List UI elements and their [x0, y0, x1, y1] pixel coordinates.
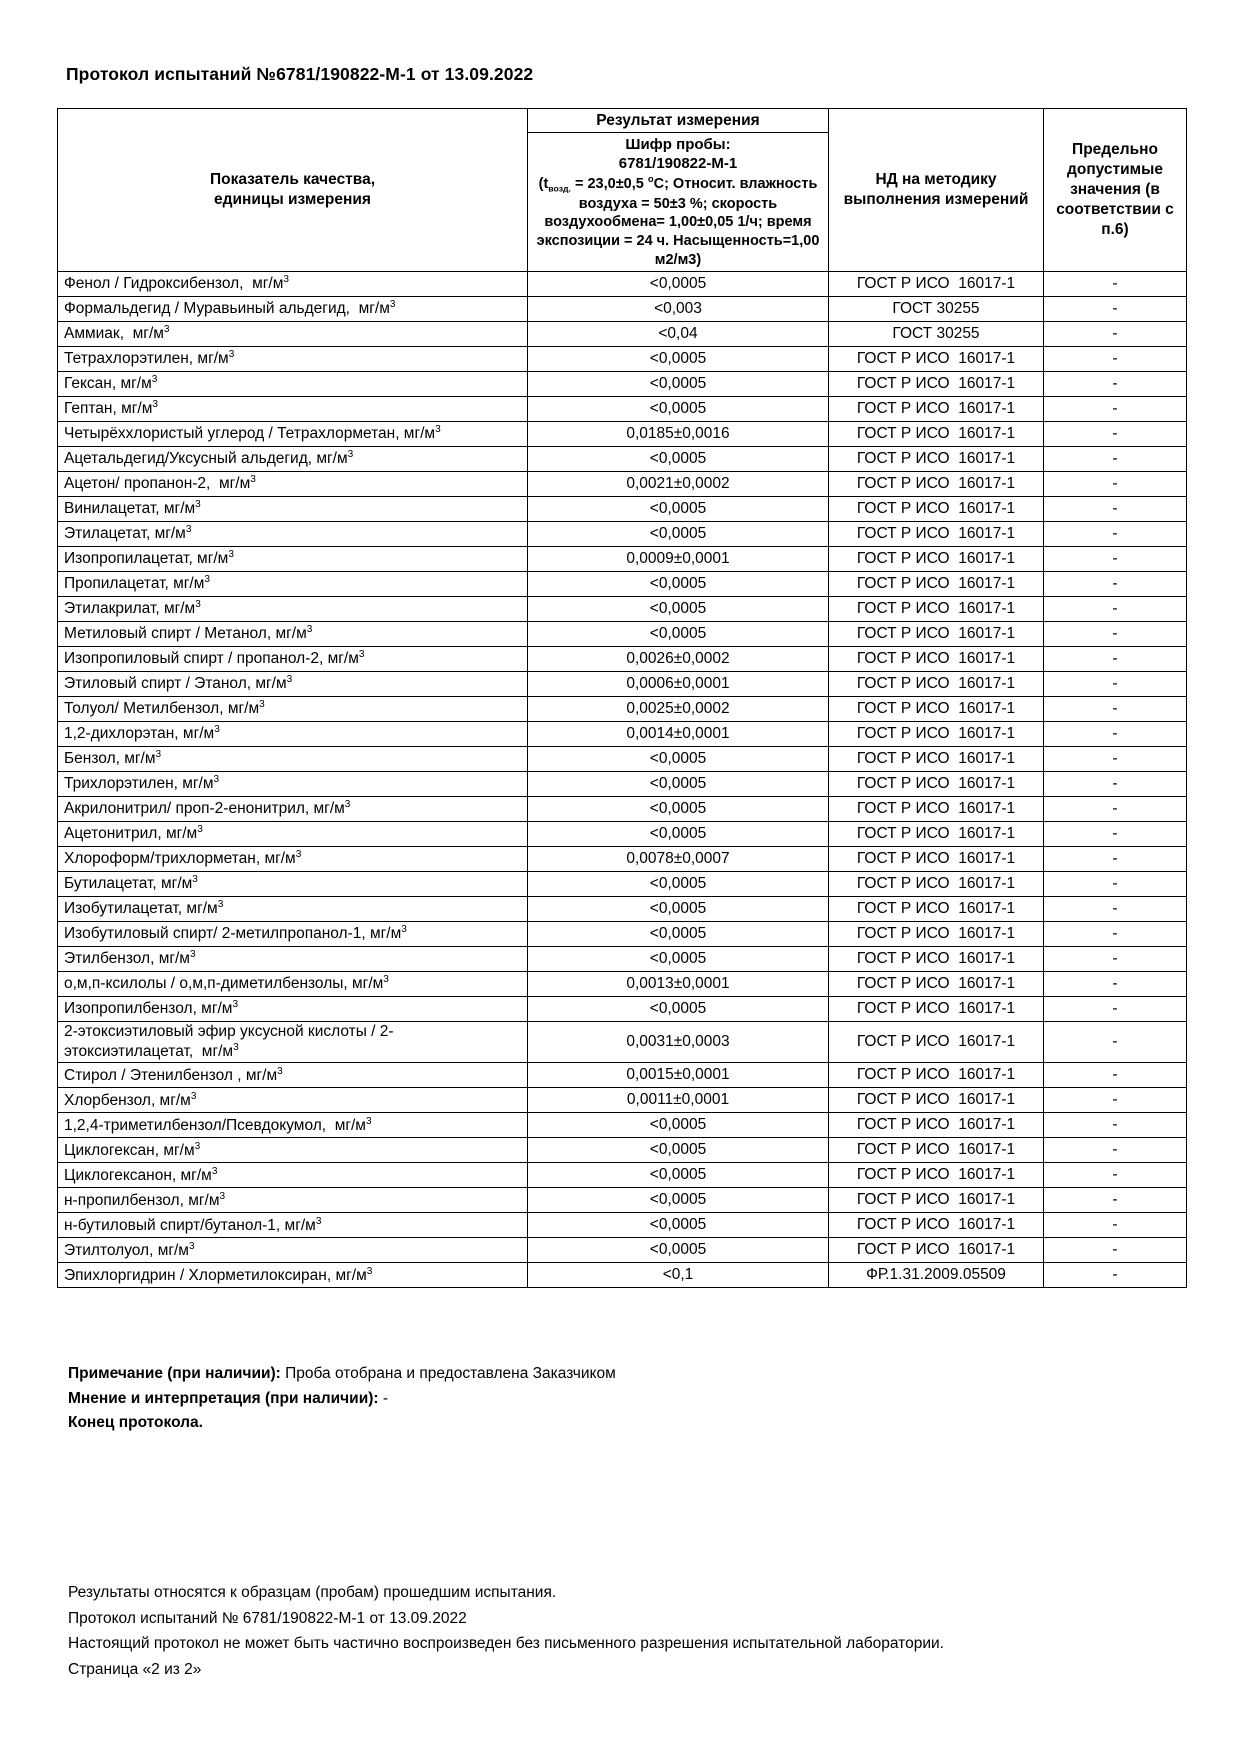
table-row — [58, 847, 1187, 872]
permissible-limit: - — [1044, 647, 1187, 672]
col-header-limit: Предельно допустимые значения (в соответствии с п.6) — [1044, 109, 1187, 272]
table-row — [58, 822, 1187, 847]
permissible-limit: - — [1044, 997, 1187, 1022]
method-standard: ГОСТ Р ИСО 16017-1 — [829, 1238, 1044, 1263]
table-row — [58, 1088, 1187, 1113]
measurement-result: 0,0031±0,0003 — [528, 1022, 829, 1063]
table-row — [58, 1213, 1187, 1238]
permissible-limit: - — [1044, 922, 1187, 947]
measurement-result: <0,0005 — [528, 522, 829, 547]
parameter-name: Четырёххлористый углерод / Тетрахлорметан, $мг/м^3$ — [58, 422, 528, 447]
permissible-limit: - — [1044, 1238, 1187, 1263]
table-row — [58, 872, 1187, 897]
method-standard: ГОСТ Р ИСО 16017-1 — [829, 697, 1044, 722]
parameter-name: Хлорбензол, $мг/м^3$ — [58, 1088, 528, 1113]
col-header-sample-info — [528, 133, 829, 272]
table-row — [58, 722, 1187, 747]
page-title: Протокол испытаний №6781/190822-М-1 от 13.09.2022 — [66, 64, 534, 84]
results-body — [58, 272, 1187, 1288]
method-standard: ГОСТ Р ИСО 16017-1 — [829, 797, 1044, 822]
note-label: Примечание (при наличии): — [68, 1365, 281, 1382]
table-row — [58, 547, 1187, 572]
parameter-name: 1,2-дихлорэтан, $мг/м^3$ — [58, 722, 528, 747]
method-standard: ГОСТ Р ИСО 16017-1 — [829, 422, 1044, 447]
permissible-limit: - — [1044, 672, 1187, 697]
note-line — [68, 1362, 616, 1387]
permissible-limit: - — [1044, 1063, 1187, 1088]
measurement-result: 0,0026±0,0002 — [528, 647, 829, 672]
parameter-name: Этилтолуол, $мг/м^3$ — [58, 1238, 528, 1263]
parameter-name: Толуол/ Метилбензол, $мг/м^3$ — [58, 697, 528, 722]
parameter-name: Ацетальдегид/Уксусный альдегид, $мг/м^3$ — [58, 447, 528, 472]
parameter-name: Формальдегид / Муравьиный альдегид, $мг/м^3$ — [58, 297, 528, 322]
parameter-name: Ацетонитрил, $мг/м^3$ — [58, 822, 528, 847]
permissible-limit: - — [1044, 422, 1187, 447]
col-header-parameter-line2: единицы измерения — [214, 191, 371, 209]
permissible-limit: - — [1044, 447, 1187, 472]
table-row — [58, 272, 1187, 297]
col-header-method: НД на методику выполнения измерений — [829, 109, 1044, 272]
table-row — [58, 997, 1187, 1022]
method-standard: ГОСТ Р ИСО 16017-1 — [829, 1088, 1044, 1113]
parameter-name: Ацетон/ пропанон-2, $мг/м^3$ — [58, 472, 528, 497]
measurement-result: <0,003 — [528, 297, 829, 322]
permissible-limit: - — [1044, 747, 1187, 772]
parameter-name: Стирол / Этенилбензол , $мг/м^3$ — [58, 1063, 528, 1088]
measurement-result: <0,0005 — [528, 272, 829, 297]
parameter-name: Аммиак, $мг/м^3$ — [58, 322, 528, 347]
method-standard: ГОСТ Р ИСО 16017-1 — [829, 1113, 1044, 1138]
permissible-limit: - — [1044, 1163, 1187, 1188]
table-row — [58, 322, 1187, 347]
permissible-limit: - — [1044, 597, 1187, 622]
permissible-limit: - — [1044, 1113, 1187, 1138]
table-row — [58, 972, 1187, 997]
note-text: - — [378, 1389, 389, 1407]
parameter-name: Тетрахлорэтилен, $мг/м^3$ — [58, 347, 528, 372]
method-standard: ГОСТ Р ИСО 16017-1 — [829, 1213, 1044, 1238]
measurement-result: <0,0005 — [528, 622, 829, 647]
method-standard: ГОСТ Р ИСО 16017-1 — [829, 1022, 1044, 1063]
parameter-name: Фенол / Гидроксибензол, $мг/м^3$ — [58, 272, 528, 297]
parameter-name: Изобутиловый спирт/ 2-метилпропанол-1, $мг/м^3$ — [58, 922, 528, 947]
parameter-name: Хлороформ/трихлорметан, $мг/м^3$ — [58, 847, 528, 872]
footer-section — [68, 1580, 944, 1682]
measurement-result: <0,0005 — [528, 497, 829, 522]
parameter-name: 1,2,4-триметилбензол/Псевдокумол, $мг/м^3$ — [58, 1113, 528, 1138]
parameter-name: Винилацетат, $мг/м^3$ — [58, 497, 528, 522]
table-row — [58, 572, 1187, 597]
method-standard: ГОСТ Р ИСО 16017-1 — [829, 772, 1044, 797]
measurement-result: 0,0021±0,0002 — [528, 472, 829, 497]
measurement-result: <0,0005 — [528, 922, 829, 947]
measurement-result: <0,0005 — [528, 772, 829, 797]
permissible-limit: - — [1044, 797, 1187, 822]
method-standard: ГОСТ Р ИСО 16017-1 — [829, 822, 1044, 847]
measurement-result: <0,0005 — [528, 1188, 829, 1213]
measurement-result: <0,0005 — [528, 1238, 829, 1263]
permissible-limit: - — [1044, 472, 1187, 497]
parameter-name: Циклогексан, $мг/м^3$ — [58, 1138, 528, 1163]
table-row — [58, 1138, 1187, 1163]
col-header-parameter-line1: Показатель качества, — [209, 170, 376, 188]
method-standard: ГОСТ Р ИСО 16017-1 — [829, 922, 1044, 947]
method-standard: ГОСТ Р ИСО 16017-1 — [829, 647, 1044, 672]
table-row — [58, 647, 1187, 672]
subscript-vozd: возд. — [548, 183, 571, 194]
parameter-name: Изопропилацетат, $мг/м^3$ — [58, 547, 528, 572]
table-row — [58, 1022, 1187, 1063]
table-row — [58, 772, 1187, 797]
table-row — [58, 372, 1187, 397]
measurement-result: <0,0005 — [528, 897, 829, 922]
measurement-result: <0,0005 — [528, 947, 829, 972]
table-row — [58, 797, 1187, 822]
parameter-name: Гексан, $мг/м^3$ — [58, 372, 528, 397]
method-standard: ГОСТ Р ИСО 16017-1 — [829, 472, 1044, 497]
permissible-limit: - — [1044, 1263, 1187, 1288]
parameter-name: н-бутиловый спирт/бутанол-1, $мг/м^3$ — [58, 1213, 528, 1238]
method-standard: ГОСТ Р ИСО 16017-1 — [829, 497, 1044, 522]
measurement-result: 0,0009±0,0001 — [528, 547, 829, 572]
parameter-name: Акрилонитрил/ проп-2-енонитрил, $мг/м^3$ — [58, 797, 528, 822]
permissible-limit: - — [1044, 522, 1187, 547]
permissible-limit: - — [1044, 947, 1187, 972]
method-standard: ГОСТ Р ИСО 16017-1 — [829, 447, 1044, 472]
table-row — [58, 397, 1187, 422]
parameter-name: Метиловый спирт / Метанол, $мг/м^3$ — [58, 622, 528, 647]
method-standard: ГОСТ Р ИСО 16017-1 — [829, 1188, 1044, 1213]
parameter-name: Гептан, $мг/м^3$ — [58, 397, 528, 422]
measurement-result: <0,0005 — [528, 372, 829, 397]
permissible-limit: - — [1044, 697, 1187, 722]
table-row — [58, 947, 1187, 972]
parameter-name: Циклогексанон, $мг/м^3$ — [58, 1163, 528, 1188]
table-row — [58, 447, 1187, 472]
permissible-limit: - — [1044, 497, 1187, 522]
table-row — [58, 747, 1187, 772]
sample-code: 6781/190822-М-1 — [618, 155, 738, 173]
method-standard: ГОСТ Р ИСО 16017-1 — [829, 947, 1044, 972]
parameter-name: Изопропиловый спирт / пропанол-2, $мг/м^3$ — [58, 647, 528, 672]
parameter-name: Изопропилбензол, $мг/м^3$ — [58, 997, 528, 1022]
parameter-name: Эпихлоргидрин / Хлорметилоксиран, $мг/м^3$ — [58, 1263, 528, 1288]
col-header-result-group: Результат измерения — [528, 109, 829, 133]
measurement-result: <0,0005 — [528, 572, 829, 597]
measurement-result: <0,0005 — [528, 1213, 829, 1238]
table-row — [58, 347, 1187, 372]
measurement-result: <0,0005 — [528, 797, 829, 822]
measurement-result: 0,0015±0,0001 — [528, 1063, 829, 1088]
table-row — [58, 697, 1187, 722]
method-standard: ГОСТ Р ИСО 16017-1 — [829, 572, 1044, 597]
notes-section — [68, 1362, 616, 1436]
method-standard: ГОСТ Р ИСО 16017-1 — [829, 872, 1044, 897]
sample-code-label: Шифр пробы: — [625, 136, 731, 153]
permissible-limit: - — [1044, 847, 1187, 872]
parameter-name: Этилбензол, $мг/м^3$ — [58, 947, 528, 972]
method-standard: ГОСТ Р ИСО 16017-1 — [829, 997, 1044, 1022]
parameter-name: Этиловый спирт / Этанол, $мг/м^3$ — [58, 672, 528, 697]
permissible-limit: - — [1044, 872, 1187, 897]
table-row — [58, 897, 1187, 922]
permissible-limit: - — [1044, 897, 1187, 922]
measurement-result: <0,0005 — [528, 1113, 829, 1138]
parameter-name: н-пропилбензол, $мг/м^3$ — [58, 1188, 528, 1213]
table-row — [58, 672, 1187, 697]
measurement-result: <0,0005 — [528, 347, 829, 372]
footer-line-page-number: Страница «2 из 2» — [68, 1660, 202, 1678]
parameter-name: Трихлорэтилен, $мг/м^3$ — [58, 772, 528, 797]
measurement-result: <0,0005 — [528, 397, 829, 422]
measurement-result: 0,0011±0,0001 — [528, 1088, 829, 1113]
method-standard: ГОСТ Р ИСО 16017-1 — [829, 272, 1044, 297]
method-standard: ГОСТ Р ИСО 16017-1 — [829, 972, 1044, 997]
method-standard: ГОСТ Р ИСО 16017-1 — [829, 747, 1044, 772]
table-row — [58, 1238, 1187, 1263]
parameter-name: Изобутилацетат, $мг/м^3$ — [58, 897, 528, 922]
parameter-name: Этилакрилат, $мг/м^3$ — [58, 597, 528, 622]
permissible-limit: - — [1044, 347, 1187, 372]
superscript-degree: о — [647, 173, 654, 185]
measurement-result: <0,0005 — [528, 822, 829, 847]
note-line — [68, 1411, 616, 1436]
measurement-result: 0,0013±0,0001 — [528, 972, 829, 997]
permissible-limit: - — [1044, 972, 1187, 997]
table-row — [58, 522, 1187, 547]
sample-conditions: ($t_{возд.} = 23,0\pm 0,5$ $^о$С; Относит. влажность воздуха = 50±3 %; скорость воздухообмена= 1,00±0,05 1/ч; время экспозиции = 24 ч. Насыщенность=1,00 м2/м3) — [536, 173, 820, 268]
footer-line-protocol-ref: Протокол испытаний № 6781/190822-М-1 от 13.09.2022 — [68, 1609, 467, 1627]
measurement-result: 0,0078±0,0007 — [528, 847, 829, 872]
method-standard: ГОСТ 30255 — [829, 322, 1044, 347]
permissible-limit: - — [1044, 272, 1187, 297]
table-row — [58, 422, 1187, 447]
permissible-limit: - — [1044, 1022, 1187, 1063]
permissible-limit: - — [1044, 722, 1187, 747]
permissible-limit: - — [1044, 547, 1187, 572]
measurement-result: <0,0005 — [528, 447, 829, 472]
method-standard: ГОСТ Р ИСО 16017-1 — [829, 847, 1044, 872]
measurement-result: 0,0006±0,0001 — [528, 672, 829, 697]
permissible-limit: - — [1044, 772, 1187, 797]
method-standard: ГОСТ Р ИСО 16017-1 — [829, 672, 1044, 697]
table-row — [58, 597, 1187, 622]
permissible-limit: - — [1044, 1188, 1187, 1213]
parameter-name: Бензол, $мг/м^3$ — [58, 747, 528, 772]
note-text: Проба отобрана и предоставлена Заказчиком — [280, 1365, 616, 1382]
footer-line-copy-restriction: Настоящий протокол не может быть частично воспроизведен без письменного разрешения испытательной лаборатории. — [68, 1635, 944, 1652]
method-standard: ГОСТ Р ИСО 16017-1 — [829, 547, 1044, 572]
table-row — [58, 622, 1187, 647]
measurement-result: <0,0005 — [528, 597, 829, 622]
method-standard: ГОСТ Р ИСО 16017-1 — [829, 1163, 1044, 1188]
permissible-limit: - — [1044, 1213, 1187, 1238]
permissible-limit: - — [1044, 622, 1187, 647]
parameter-name: о,м,п-ксилолы / о,м,п-диметилбензолы, $мг/м^3$ — [58, 972, 528, 997]
measurement-result: 0,0025±0,0002 — [528, 697, 829, 722]
method-standard: ГОСТ Р ИСО 16017-1 — [829, 722, 1044, 747]
measurement-result: <0,0005 — [528, 1138, 829, 1163]
table-row — [58, 497, 1187, 522]
table-row — [58, 297, 1187, 322]
measurement-result: <0,0005 — [528, 872, 829, 897]
permissible-limit: - — [1044, 297, 1187, 322]
measurement-result: <0,04 — [528, 322, 829, 347]
table-row — [58, 1163, 1187, 1188]
table-header-row-top — [58, 109, 1187, 133]
method-standard: ГОСТ Р ИСО 16017-1 — [829, 372, 1044, 397]
method-standard: ГОСТ Р ИСО 16017-1 — [829, 347, 1044, 372]
note-line — [68, 1387, 616, 1412]
table-row — [58, 1063, 1187, 1088]
measurement-result: <0,0005 — [528, 997, 829, 1022]
table-row — [58, 1113, 1187, 1138]
parameter-name: Этилацетат, $мг/м^3$ — [58, 522, 528, 547]
col-header-parameter — [58, 109, 528, 272]
method-standard: ГОСТ Р ИСО 16017-1 — [829, 897, 1044, 922]
method-standard: ГОСТ Р ИСО 16017-1 — [829, 1063, 1044, 1088]
table-row — [58, 1263, 1187, 1288]
permissible-limit: - — [1044, 372, 1187, 397]
parameter-name: Бутилацетат, $мг/м^3$ — [58, 872, 528, 897]
measurement-result: 0,0014±0,0001 — [528, 722, 829, 747]
table-row — [58, 472, 1187, 497]
method-standard: ГОСТ Р ИСО 16017-1 — [829, 622, 1044, 647]
method-standard: ГОСТ Р ИСО 16017-1 — [829, 522, 1044, 547]
measurement-result: <0,1 — [528, 1263, 829, 1288]
table-row — [58, 1188, 1187, 1213]
permissible-limit: - — [1044, 397, 1187, 422]
note-label: Мнение и интерпретация (при наличии): — [68, 1389, 379, 1407]
results-table — [57, 108, 1187, 1288]
parameter-name: 2-этоксиэтиловый эфир уксусной кислоты / 2-этоксиэтилацетат, $мг/м^3$ — [58, 1022, 528, 1063]
permissible-limit: - — [1044, 1088, 1187, 1113]
note-label: Конец протокола. — [68, 1414, 203, 1431]
method-standard: ГОСТ Р ИСО 16017-1 — [829, 397, 1044, 422]
method-standard: ГОСТ 30255 — [829, 297, 1044, 322]
measurement-result: 0,0185±0,0016 — [528, 422, 829, 447]
table-row — [58, 922, 1187, 947]
method-standard: ГОСТ Р ИСО 16017-1 — [829, 1138, 1044, 1163]
permissible-limit: - — [1044, 572, 1187, 597]
permissible-limit: - — [1044, 322, 1187, 347]
method-standard: ФР.1.31.2009.05509 — [829, 1263, 1044, 1288]
footer-line-results-scope: Результаты относятся к образцам (пробам) прошедшим испытания. — [68, 1584, 557, 1601]
method-standard: ГОСТ Р ИСО 16017-1 — [829, 597, 1044, 622]
measurement-result: <0,0005 — [528, 747, 829, 772]
measurement-result: <0,0005 — [528, 1163, 829, 1188]
permissible-limit: - — [1044, 1138, 1187, 1163]
permissible-limit: - — [1044, 822, 1187, 847]
parameter-name: Пропилацетат, $мг/м^3$ — [58, 572, 528, 597]
